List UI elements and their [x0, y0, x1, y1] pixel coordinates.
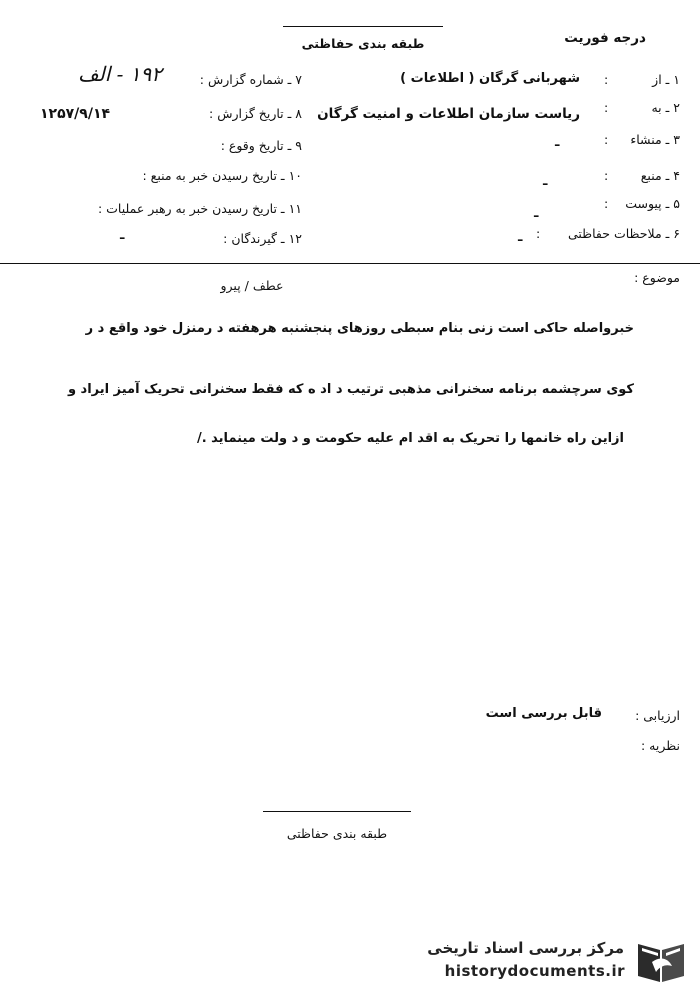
- field-security-notes-colon: :: [536, 226, 541, 241]
- field-from-label: ۱ ـ از: [652, 72, 680, 87]
- field-recipients-label: ۱۲ ـ گیرندگان :: [223, 231, 302, 246]
- field-report-date-label: ۸ ـ تاریخ گزارش :: [209, 106, 302, 121]
- field-origin-label: ۳ ـ منشاء: [630, 132, 680, 147]
- field-report-number-label: ۷ ـ شماره گزارش :: [199, 72, 302, 87]
- field-from-value: شهربانی گرگان ( اطلاعات ): [400, 71, 580, 86]
- field-report-date-value: ۱۲۵۷/۹/۱۴: [40, 106, 111, 122]
- subject-label: موضوع :: [634, 270, 680, 285]
- field-to-value: ریاست سازمان اطلاعات و امنیت گرگان: [317, 106, 580, 122]
- subject-value: عطف / پیرو: [220, 278, 284, 293]
- field-security-notes-value: ـ: [518, 230, 523, 245]
- field-security-notes-label: ۶ ـ ملاحظات حفاظتی: [567, 226, 680, 241]
- field-source-value: ـ: [543, 174, 548, 189]
- field-report-number-value: ۱۹۲ - الف: [77, 62, 162, 86]
- field-to-label: ۲ ـ به: [651, 100, 680, 115]
- field-occurrence-date-label: ۹ ـ تاریخ وقوع :: [220, 138, 302, 153]
- field-date-to-operations-label: ۱۱ ـ تاریخ رسیدن خبر به رهبر عملیات :: [97, 201, 302, 216]
- field-attachment-value: ـ: [534, 206, 539, 221]
- field-origin-value: ـ: [555, 135, 560, 150]
- body-line-3: ازاین راه خانمها را تحریک به اقد ام علیه حکومت و د ولت مینماید ./: [196, 431, 624, 446]
- watermark-title: مرکز بررسی اسناد تاریخی: [427, 939, 624, 957]
- field-recipients-value: ـ: [120, 228, 125, 243]
- field-source-label: ۴ ـ منبع: [640, 168, 680, 183]
- opinion-label: نظریه :: [641, 738, 680, 753]
- book-logo-icon: [632, 936, 690, 986]
- evaluation-label: ارزیابی :: [635, 708, 680, 723]
- field-from-colon: :: [604, 72, 609, 87]
- field-source-colon: :: [604, 168, 609, 183]
- field-attachment-label: ۵ ـ پیوست: [625, 196, 680, 211]
- body-line-1: خبرواصله حاکی است زنی بنام سبطی روزهای پنجشنبه هرهفته د رمنزل خود واقع د ر: [85, 321, 634, 336]
- body-line-2: کوی سرچشمه برنامه سخنرانی مذهبی ترتیب د اد ه که فقط سخنرانی تحریک آمیز ایراد و: [67, 382, 634, 397]
- field-attachment-colon: :: [604, 196, 609, 211]
- watermark-url: historydocuments.ir: [444, 962, 625, 980]
- header-classification-rule: [283, 26, 443, 27]
- field-date-to-source-label: ۱۰ ـ تاریخ رسیدن خبر به منبع :: [142, 168, 302, 183]
- footer-classification-rule: [263, 811, 411, 812]
- field-origin-colon: :: [604, 132, 609, 147]
- field-to-colon: :: [604, 100, 609, 115]
- footer-classification: طبقه بندی حفاظتی: [286, 826, 388, 841]
- header-classification: طبقه بندی حفاظتی: [301, 36, 425, 51]
- priority-label: درجه فوریت: [564, 30, 646, 46]
- header-separator: [0, 263, 700, 264]
- evaluation-value: قابل بررسی است: [485, 706, 602, 721]
